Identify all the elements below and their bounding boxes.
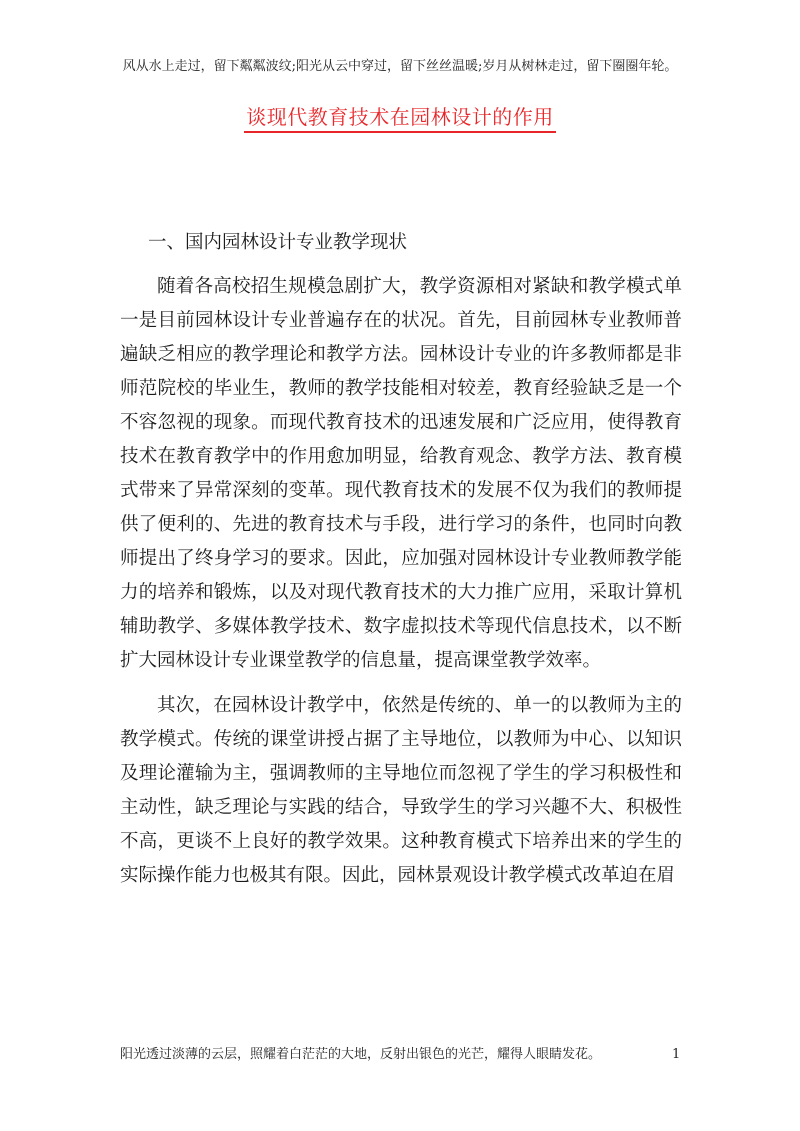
paragraph-1: 随着各高校招生规模急剧扩大，教学资源相对紧缺和教学模式单一是目前园林设计专业普遍存在的状况。首先，目前园林专业教师普遍缺乏相应的教学理论和教学方法。园林设计专业的许多教师都是非师范院校的毕业生，教师的教学技能相对较差，教育经验缺乏是一个不容忽视的现象。而现代教育技术的迅速发展和广泛应用，使得教育技术在教育教学中的作用愈加明显，给教育观念、教学方法、教育模式带来了异常深刻的变革。现代教育技术的发展不仅为我们的教师提供了便利的、先进的教育技术与手段，进行学习的条件，也同时向教师提出了终身学习的要求。因此，应加强对园林设计专业教师教学能力的培养和锻炼，以及对现代教育技术的大力推广应用，采取计算机辅助教学、多媒体教学技术、数字虚拟技术等现代信息技术，以不断扩大园林设计专业课堂教学的信息量，提高课堂教学效率。 bbox=[120, 276, 682, 671]
paragraph-2: 其次，在园林设计教学中，依然是传统的、单一的以教师为主的教学模式。传统的课堂讲授占据了主导地位，以教师为中心、以知识及理论灌输为主，强调教师的主导地位而忽视了学生的学习积极性和主动性，缺乏理论与实践的结合，导致学生的学习兴趣不大、积极性不高，更谈不上良好的教学效果。这种教育模式下培养出来的学生的实际操作能力也极其有限。因此，园林景观设计教学模式改革迫在眉 bbox=[120, 695, 682, 886]
section-heading: 一、国内园林设计专业教学现状 bbox=[148, 232, 408, 253]
page-number: 1 bbox=[672, 1047, 681, 1062]
title-container bbox=[0, 104, 800, 133]
document-title: 谈现代教育技术在园林设计的作用 bbox=[244, 104, 556, 133]
document-body bbox=[120, 226, 682, 904]
footer-motto: 阳光透过淡薄的云层，照耀着白茫茫的大地，反射出银色的光芒，耀得人眼睛发花。 bbox=[120, 1047, 602, 1062]
header-motto: 风从水上走过，留下粼粼波纹;阳光从云中穿过，留下丝丝温暖;岁月从树林走过，留下圈圈年轮。 bbox=[122, 59, 678, 74]
